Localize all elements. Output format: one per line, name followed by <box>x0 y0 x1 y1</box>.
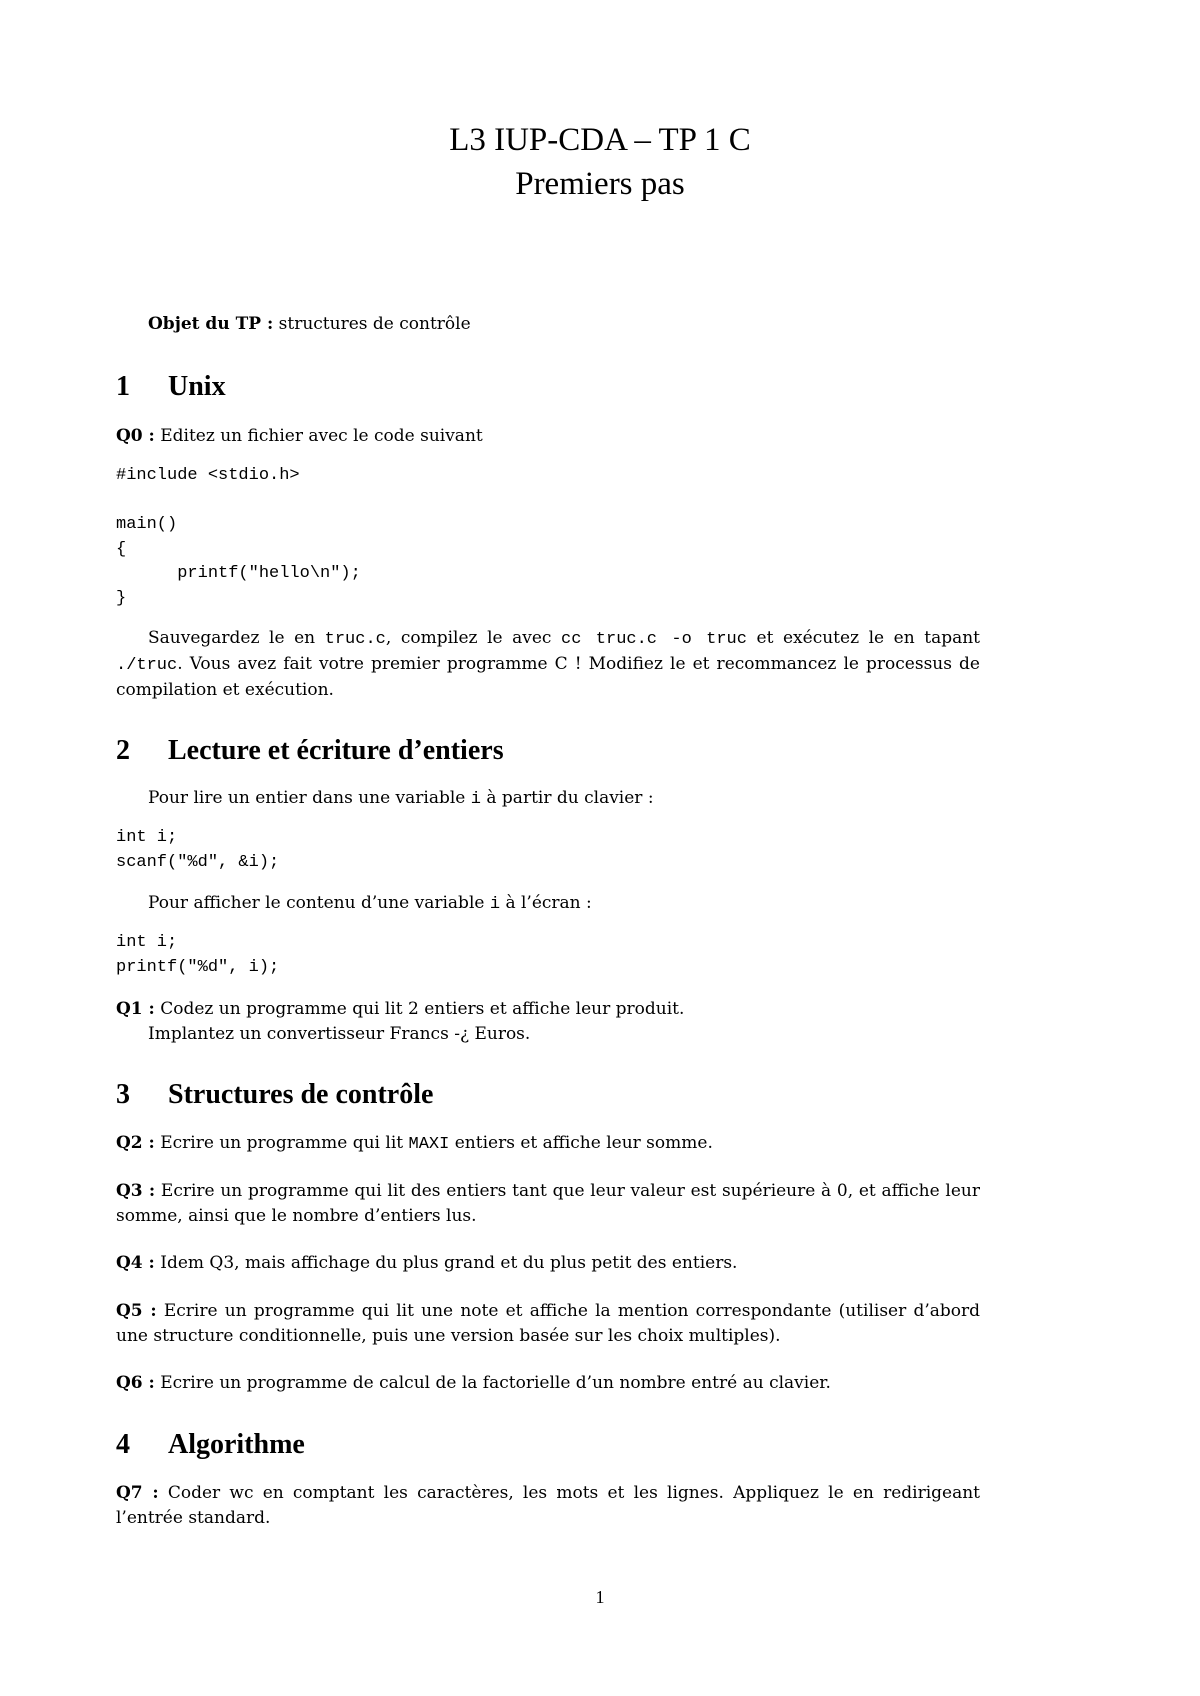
objet-text: structures de contrôle <box>278 314 471 334</box>
inline-code: truc.c <box>324 630 386 649</box>
question-q2 <box>116 1131 980 1157</box>
inline-code: ./truc <box>116 656 178 675</box>
section-number: 3 <box>116 1079 130 1110</box>
question-label: Q2 : <box>116 1133 155 1153</box>
question-text: Ecrire un programme qui lit une note et affiche la mention correspondante (utiliser d’abord une structure conditionnelle, puis une version basée sur les choix multiples). <box>116 1301 980 1346</box>
text-run: . Vous avez fait votre premier programme C ! Modifiez le et recommancez le processus de compilation et exécution. <box>116 654 980 700</box>
section-title: Lecture et écriture d’entiers <box>168 735 504 766</box>
text-run: Pour lire un entier dans une variable <box>148 788 471 808</box>
question-text: Ecrire un programme qui lit des entiers tant que leur valeur est supérieure à 0, et affiche leur somme, ainsi que le nombre d’entiers lus. <box>116 1181 980 1226</box>
section-heading-structures <box>116 1078 433 1112</box>
question-label: Q6 : <box>116 1373 155 1393</box>
question-q4 <box>116 1251 980 1276</box>
question-q1-line2 <box>116 1022 980 1047</box>
section-title: Algorithme <box>168 1429 305 1460</box>
question-label: Q5 : <box>116 1301 157 1321</box>
question-text: Idem Q3, mais affichage du plus grand et du plus petit des entiers. <box>160 1253 738 1273</box>
question-text: Implantez un convertisseur Francs -¿ Euros. <box>148 1024 531 1044</box>
text-run: et exécutez le en tapant <box>746 628 981 648</box>
question-text: Coder wc en comptant les caractères, les mots et les lignes. Appliquez le en redirigeant l’entrée standard. <box>116 1483 980 1528</box>
section-heading-unix <box>116 370 226 404</box>
section-number: 4 <box>116 1429 130 1460</box>
text-run: Ecrire un programme qui lit <box>160 1133 409 1153</box>
code-block-hello: #include <stdio.h> main() { printf("hello\n"); } <box>116 466 361 608</box>
document-subtitle: Premiers pas <box>515 166 685 202</box>
text-run: Pour afficher le contenu d’une variable <box>148 893 490 913</box>
section-heading-lecture <box>116 734 504 768</box>
section-number: 2 <box>116 735 130 766</box>
paragraph-affiche-intro <box>116 891 980 917</box>
question-label: Q0 : <box>116 426 155 446</box>
paragraph-compile <box>116 626 980 703</box>
text-run: à partir du clavier : <box>480 788 654 808</box>
section-title: Unix <box>168 371 226 402</box>
title-block <box>0 118 1200 206</box>
document-title: L3 IUP-CDA – TP 1 C <box>449 122 751 158</box>
page-number: 1 <box>595 1587 605 1607</box>
question-text: Editez un fichier avec le code suivant <box>160 426 483 446</box>
code-block-printf: int i; printf("%d", i); <box>116 933 280 977</box>
question-q0 <box>116 424 980 449</box>
question-q7 <box>116 1481 980 1531</box>
text-run: entiers et affiche leur somme. <box>449 1133 713 1153</box>
inline-code: MAXI <box>408 1135 450 1154</box>
code-block-scanf: int i; scanf("%d", &i); <box>116 828 280 872</box>
question-q6 <box>116 1371 980 1396</box>
question-label: Q3 : <box>116 1181 156 1201</box>
objet-line <box>148 312 471 336</box>
text-run: à l’écran : <box>500 893 592 913</box>
section-title: Structures de contrôle <box>168 1079 434 1110</box>
question-label: Q4 : <box>116 1253 155 1273</box>
text-run: Sauvegardez le en <box>148 628 325 648</box>
paragraph-lecture-intro <box>116 786 980 812</box>
question-label: Q1 : <box>116 999 155 1019</box>
inline-code: i <box>470 790 481 809</box>
objet-label: Objet du TP : <box>148 314 274 334</box>
inline-code: cc truc.c -o truc <box>561 630 747 649</box>
inline-code: i <box>489 895 501 914</box>
section-heading-algorithme <box>116 1428 305 1462</box>
text-run: , compilez le avec <box>385 628 562 648</box>
question-q1 <box>116 997 980 1022</box>
question-label: Q7 : <box>116 1483 159 1503</box>
question-q5 <box>116 1299 980 1349</box>
question-text: Ecrire un programme de calcul de la factorielle d’un nombre entré au clavier. <box>160 1373 831 1393</box>
section-number: 1 <box>116 371 130 402</box>
question-q3 <box>116 1179 980 1229</box>
question-text: Codez un programme qui lit 2 entiers et affiche leur produit. <box>160 999 685 1019</box>
